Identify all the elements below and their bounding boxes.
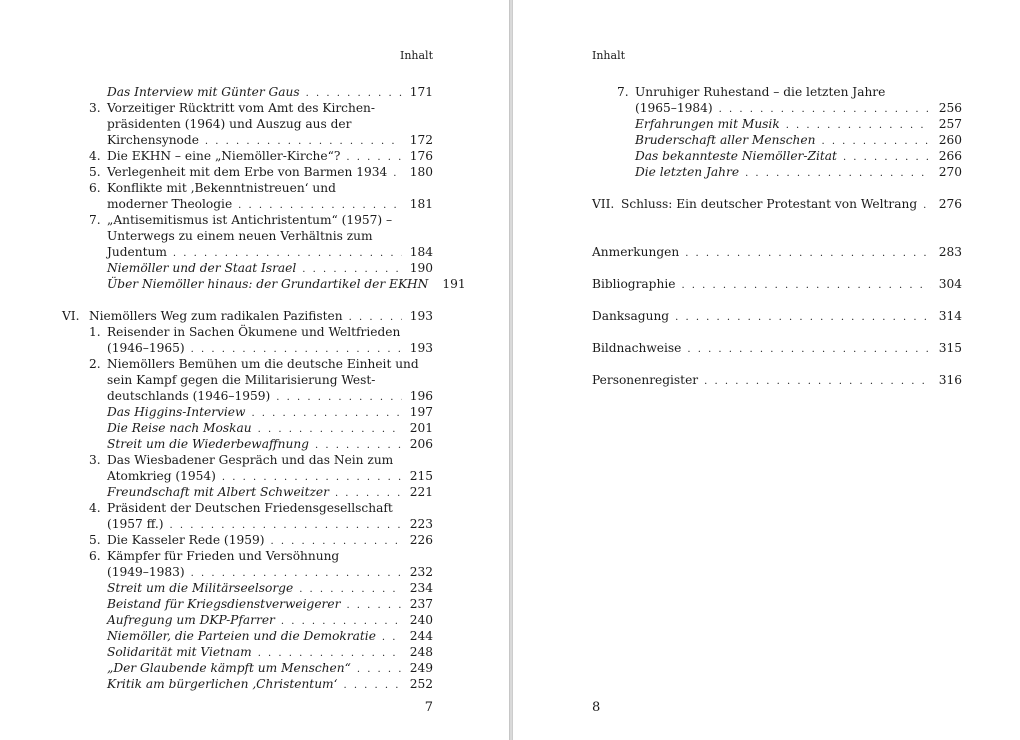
toc-title: Niemöllers Weg zum radikalen Pazifisten bbox=[89, 309, 343, 323]
toc-entry-continuation[interactable] bbox=[513, 100, 962, 116]
toc-entry[interactable] bbox=[0, 100, 433, 116]
toc-title: Danksagung bbox=[592, 309, 670, 323]
toc-title: Das bekannteste Niemöller-Zitat bbox=[635, 149, 837, 163]
toc-title: (1946–1965) bbox=[107, 341, 185, 355]
left-page bbox=[0, 0, 509, 740]
toc-part-entry[interactable] bbox=[513, 196, 962, 212]
toc-title: Präsident der Deutschen Friedensgesellschaft bbox=[107, 501, 393, 515]
running-head: Inhalt bbox=[592, 49, 626, 62]
toc-title: deutschlands (1946–1959) bbox=[107, 389, 271, 403]
toc-title: Aufregung um DKP-Pfarrer bbox=[107, 613, 275, 627]
toc-page-number: 248 bbox=[409, 645, 433, 659]
toc-title: Streit um die Wiederbewaffnung bbox=[107, 437, 309, 451]
toc-title: Judentum bbox=[107, 245, 167, 259]
toc-title: Die letzten Jahre bbox=[635, 165, 740, 179]
toc-page-number: 184 bbox=[409, 245, 433, 259]
toc-title: Atomkrieg (1954) bbox=[107, 469, 216, 483]
toc-entry-continuation[interactable] bbox=[0, 116, 433, 132]
toc-title: Die EKHN – eine „Niemöller-Kirche“? bbox=[107, 149, 341, 163]
toc-title: Die Reise nach Moskau bbox=[107, 421, 252, 435]
toc-page-number: 276 bbox=[938, 197, 962, 211]
leader-dots bbox=[675, 310, 931, 326]
toc-page-number: 283 bbox=[938, 245, 962, 259]
leader-dots bbox=[687, 342, 930, 358]
chapter-number: 5. bbox=[89, 165, 101, 179]
toc-title: Verlegenheit mit dem Erbe von Barmen 1934 bbox=[107, 165, 388, 179]
toc-page-number: 304 bbox=[938, 277, 962, 291]
toc-title: Das Interview mit Günter Gaus bbox=[107, 85, 300, 99]
toc-page-number: 316 bbox=[938, 373, 962, 387]
toc-entry[interactable] bbox=[0, 660, 433, 676]
toc-title: Kritik am bürgerlichen ‚Christentum‘ bbox=[107, 677, 338, 691]
toc-page-number: 260 bbox=[938, 133, 962, 147]
toc-entry[interactable] bbox=[0, 612, 433, 628]
toc-entry-continuation[interactable] bbox=[0, 340, 433, 356]
toc-entry[interactable] bbox=[0, 580, 433, 596]
toc-entry[interactable] bbox=[513, 84, 962, 100]
toc-part-entry[interactable] bbox=[0, 308, 433, 324]
toc-title: Unterwegs zu einem neuen Verhältnis zum bbox=[107, 229, 373, 243]
toc-entry-continuation[interactable] bbox=[0, 468, 433, 484]
toc-entry[interactable] bbox=[0, 404, 433, 420]
chapter-number: 3. bbox=[89, 101, 101, 115]
toc-entry[interactable] bbox=[0, 532, 433, 548]
toc-title: Erfahrungen mit Musik bbox=[635, 117, 780, 131]
toc-entry-continuation[interactable] bbox=[0, 516, 433, 532]
toc-entry-continuation[interactable] bbox=[0, 228, 433, 244]
part-number: VII. bbox=[592, 197, 615, 211]
toc-entry[interactable] bbox=[0, 644, 433, 660]
toc-title: Die Kasseler Rede (1959) bbox=[107, 533, 265, 547]
toc-title: Kämpfer für Frieden und Versöhnung bbox=[107, 549, 340, 563]
toc-page-number: 196 bbox=[409, 389, 433, 403]
leader-dots bbox=[923, 198, 931, 214]
chapter-number: 3. bbox=[89, 453, 101, 467]
toc-entry-continuation[interactable] bbox=[0, 196, 433, 212]
toc-title: (1949–1983) bbox=[107, 565, 185, 579]
chapter-number: 4. bbox=[89, 149, 101, 163]
toc-title: Kirchensynode bbox=[107, 133, 199, 147]
toc-page-number: 191 bbox=[442, 277, 466, 291]
toc-entry[interactable] bbox=[0, 436, 433, 452]
toc-page-number: 232 bbox=[409, 565, 433, 579]
toc-page-number: 193 bbox=[409, 341, 433, 355]
toc-entry[interactable] bbox=[0, 628, 433, 644]
chapter-number: 4. bbox=[89, 501, 101, 515]
chapter-number: 2. bbox=[89, 357, 101, 371]
leader-dots bbox=[745, 166, 931, 182]
toc-title: Schluss: Ein deutscher Protestant von Weltrang bbox=[621, 197, 918, 211]
toc-title: Freundschaft mit Albert Schweitzer bbox=[107, 485, 329, 499]
toc-backmatter-entry[interactable] bbox=[513, 276, 962, 292]
toc-entry[interactable] bbox=[513, 132, 962, 148]
toc-page-number: 223 bbox=[409, 517, 433, 531]
toc-entry-continuation[interactable] bbox=[0, 132, 433, 148]
chapter-number: 6. bbox=[89, 181, 101, 195]
toc-entry[interactable] bbox=[0, 276, 466, 292]
toc-page-number: 270 bbox=[938, 165, 962, 179]
toc-backmatter-entry[interactable] bbox=[513, 308, 962, 324]
toc-title: Unruhiger Ruhestand – die letzten Jahre bbox=[635, 85, 886, 99]
toc-page-number: 193 bbox=[409, 309, 433, 323]
right-page bbox=[513, 0, 1020, 740]
toc-title: Das Wiesbadener Gespräch und das Nein zum bbox=[107, 453, 394, 467]
toc-title: Bildnachweise bbox=[592, 341, 682, 355]
toc-entry[interactable] bbox=[0, 212, 433, 228]
toc-title: „Antisemitismus ist Antichristentum“ (1957) – bbox=[107, 213, 393, 227]
toc-entry-continuation[interactable] bbox=[0, 564, 433, 580]
toc-title: Niemöller, die Parteien und die Demokratie bbox=[107, 629, 376, 643]
toc-title: Bruderschaft aller Menschen bbox=[635, 133, 816, 147]
part-number: VI. bbox=[62, 309, 80, 323]
leader-dots bbox=[343, 678, 401, 694]
toc-entry[interactable] bbox=[0, 324, 433, 340]
toc-page-number: 257 bbox=[938, 117, 962, 131]
page-number: 8 bbox=[592, 700, 601, 715]
toc-page-number: 171 bbox=[409, 85, 433, 99]
toc-entry[interactable] bbox=[0, 548, 433, 564]
toc-page-number: 244 bbox=[409, 629, 433, 643]
page-number: 7 bbox=[424, 700, 433, 715]
toc-title: sein Kampf gegen die Militarisierung West- bbox=[107, 373, 376, 387]
toc-title: Konflikte mit ‚Bekenntnistreuen‘ und bbox=[107, 181, 336, 195]
toc-entry[interactable] bbox=[0, 260, 433, 276]
toc-page-number: 234 bbox=[409, 581, 433, 595]
toc-backmatter-entry[interactable] bbox=[513, 244, 962, 260]
toc-page-number: 221 bbox=[409, 485, 433, 499]
toc-page-number: 256 bbox=[938, 101, 962, 115]
toc-entry[interactable] bbox=[0, 676, 433, 692]
toc-entry[interactable] bbox=[0, 452, 433, 468]
toc-entry[interactable] bbox=[0, 164, 433, 180]
toc-entry[interactable] bbox=[0, 596, 433, 612]
toc-page-number: 172 bbox=[409, 133, 433, 147]
toc-page-number: 252 bbox=[409, 677, 433, 691]
toc-entry-continuation[interactable] bbox=[0, 244, 433, 260]
toc-page-number: 237 bbox=[409, 597, 433, 611]
toc-page-number: 215 bbox=[409, 469, 433, 483]
toc-title: Beistand für Kriegsdienstverweigerer bbox=[107, 597, 341, 611]
chapter-number: 1. bbox=[89, 325, 101, 339]
toc-entry[interactable] bbox=[0, 180, 433, 196]
toc-page-number: 180 bbox=[409, 165, 433, 179]
toc-entry[interactable] bbox=[0, 420, 433, 436]
chapter-number: 7. bbox=[617, 85, 629, 99]
toc-title: Niemöllers Bemühen um die deutsche Einheit und bbox=[107, 357, 419, 371]
chapter-number: 7. bbox=[89, 213, 101, 227]
toc-title: moderner Theologie bbox=[107, 197, 233, 211]
toc-page-number: 266 bbox=[938, 149, 962, 163]
toc-title: Niemöller und der Staat Israel bbox=[107, 261, 297, 275]
toc-page-number: 226 bbox=[409, 533, 433, 547]
toc-title: „Der Glaubende kämpft um Menschen“ bbox=[107, 661, 351, 675]
toc-title: Das Higgins-Interview bbox=[107, 405, 246, 419]
chapter-number: 6. bbox=[89, 549, 101, 563]
toc-page-number: 240 bbox=[409, 613, 433, 627]
toc-entry-continuation[interactable] bbox=[0, 388, 433, 404]
toc-title: präsidenten (1964) und Auszug aus der bbox=[107, 117, 352, 131]
toc-entry[interactable] bbox=[0, 148, 433, 164]
toc-entry[interactable] bbox=[0, 84, 433, 100]
toc-backmatter-entry[interactable] bbox=[513, 340, 962, 356]
toc-title: Streit um die Militärseelsorge bbox=[107, 581, 294, 595]
running-head: Inhalt bbox=[399, 49, 433, 62]
toc-entry[interactable] bbox=[0, 356, 433, 372]
toc-entry[interactable] bbox=[513, 164, 962, 180]
leader-dots bbox=[704, 374, 931, 390]
toc-title: (1957 ff.) bbox=[107, 517, 164, 531]
toc-entry[interactable] bbox=[513, 148, 962, 164]
toc-backmatter-entry[interactable] bbox=[513, 372, 962, 388]
toc-page-number: 181 bbox=[409, 197, 433, 211]
toc-title: Über Niemöller hinaus: der Grundartikel der EKHN bbox=[107, 277, 429, 291]
toc-page-number: 176 bbox=[409, 149, 433, 163]
toc-page-number: 190 bbox=[409, 261, 433, 275]
toc-page-number: 206 bbox=[409, 437, 433, 451]
toc-title: Vorzeitiger Rücktritt vom Amt des Kirchen- bbox=[107, 101, 376, 115]
toc-title: Personenregister bbox=[592, 373, 699, 387]
leader-dots bbox=[685, 246, 931, 262]
leader-dots bbox=[681, 278, 930, 294]
toc-entry-continuation[interactable] bbox=[0, 372, 433, 388]
toc-page-number: 314 bbox=[938, 309, 962, 323]
toc-title: Reisender in Sachen Ökumene und Weltfrieden bbox=[107, 325, 401, 339]
toc-entry[interactable] bbox=[0, 500, 433, 516]
toc-entry[interactable] bbox=[513, 116, 962, 132]
toc-title: Solidarität mit Vietnam bbox=[107, 645, 252, 659]
toc-title: (1965–1984) bbox=[635, 101, 713, 115]
toc-page-number: 249 bbox=[409, 661, 433, 675]
toc-title: Anmerkungen bbox=[592, 245, 680, 259]
toc-page-number: 197 bbox=[409, 405, 433, 419]
toc-title: Bibliographie bbox=[592, 277, 676, 291]
toc-page-number: 315 bbox=[938, 341, 962, 355]
toc-page-number: 201 bbox=[409, 421, 433, 435]
chapter-number: 5. bbox=[89, 533, 101, 547]
toc-entry[interactable] bbox=[0, 484, 433, 500]
